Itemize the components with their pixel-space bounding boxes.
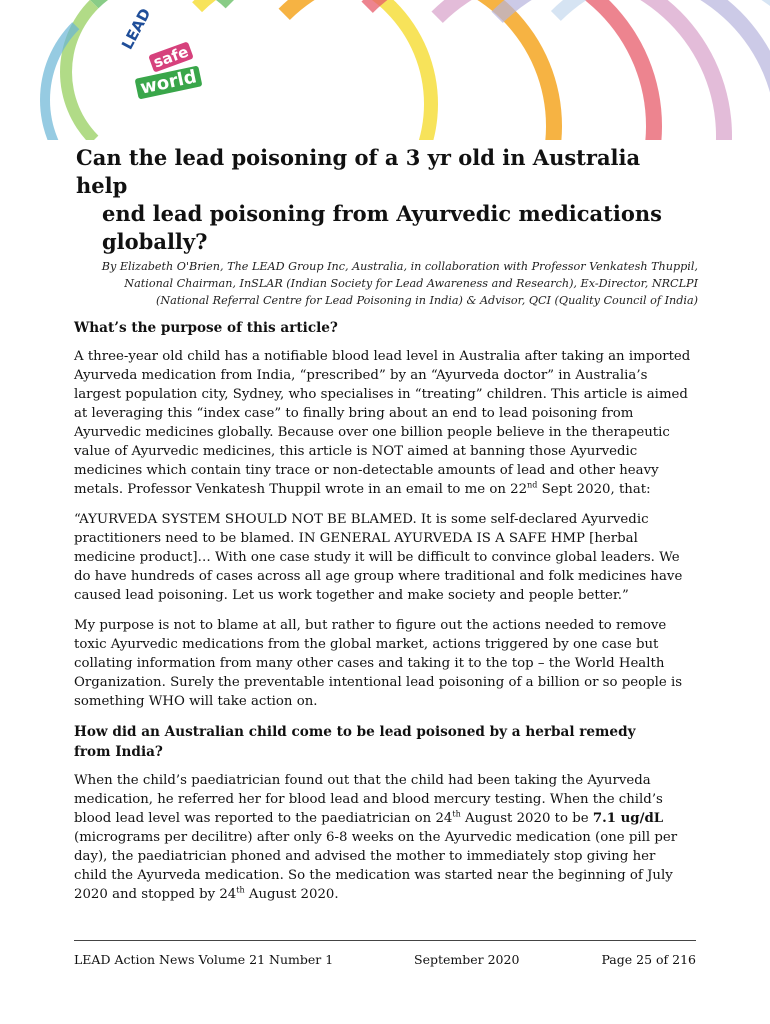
text-segment: blood lead level was reported to the paediatrician on 24 (74, 811, 453, 826)
author-byline (76, 258, 698, 309)
text-line: caused lead poisoning. Let us work together and make society and people better.” (74, 588, 629, 603)
text-segment: August 2020 to be (460, 811, 593, 826)
text-line: practitioners need to be blamed. IN GENERAL AYURVEDA IS A SAFE HMP [herbal (74, 531, 638, 546)
logo-safe-text: safe (148, 41, 193, 72)
title-line-2: end lead poisoning from Ayurvedic medications (102, 201, 662, 226)
text-line: child the Ayurveda medication. So the medication was started near the beginning of July (74, 868, 673, 883)
text-line (74, 809, 700, 828)
text-line: largest population city, Sydney, who specialises in “treating” children. This article is aimed (74, 387, 688, 402)
text-line: When the child’s paediatrician found out that the child had been taking the Ayurveda (74, 773, 651, 788)
paragraph-intro (74, 347, 700, 499)
footer-date: September 2020 (414, 952, 520, 967)
heading-line-1: How did an Australian child come to be lead poisoned by a herbal remedy (74, 724, 636, 740)
text-line: medicines which contain tiny trace or non-detectable amounts of lead and other heavy (74, 463, 659, 478)
ordinal-superscript: th (452, 809, 461, 819)
byline-line-2: National Chairman, InSLAR (Indian Society for Lead Awareness and Research), Ex-Director, NRCLPI (124, 277, 698, 290)
text-line: My purpose is not to blame at all, but rather to figure out the actions needed to remove (74, 618, 667, 633)
text-line: toxic Ayurvedic medications from the global market, actions triggered by one case but (74, 637, 659, 652)
paragraph-quote (74, 510, 700, 605)
heading-line-2: from India? (74, 744, 163, 760)
text-line (74, 480, 700, 499)
text-line: Ayurvedic medicines globally. Because over one billion people believe in the therapeutic (74, 425, 670, 440)
logo-world-text: world (135, 65, 203, 99)
text-line: “AYURVEDA SYSTEM SHOULD NOT BE BLAMED. It is some self-declared Ayurvedic (74, 512, 649, 527)
ordinal-superscript: th (236, 885, 245, 895)
footer-page-number: Page 25 of 216 (601, 952, 696, 967)
title-line-1: Can the lead poisoning of a 3 yr old in Australia help (76, 145, 641, 198)
footer-divider (74, 940, 696, 941)
text-line: Ayurveda medication from India, “prescribed” by an “Ayurveda doctor” in Australia’s (74, 368, 648, 383)
byline-line-1: By Elizabeth O'Brien, The LEAD Group Inc, Australia, in collaboration with Professor Venkatesh Thuppil, (101, 260, 698, 273)
text-line: (micrograms per decilitre) after only 6-8 weeks on the Ayurvedic medication (one pill per (74, 830, 678, 845)
text-line: Organization. Surely the preventable intentional lead poisoning of a billion or so people is (74, 675, 683, 690)
text-line: collating information from many other cases and taking it to the top – the World Health (74, 656, 665, 671)
text-line (74, 885, 700, 904)
section-heading-purpose: What’s the purpose of this article? (74, 320, 338, 336)
title-line-3: globally? (102, 229, 208, 254)
blood-lead-value: 7.1 ug/dL (592, 811, 664, 826)
text-segment: Sept 2020, that: (537, 482, 651, 497)
text-line: at leveraging this “index case” to finally bring about an end to lead poisoning from (74, 406, 634, 421)
text-line: day), the paediatrician phoned and advised the mother to immediately stop giving her (74, 849, 656, 864)
article-body (74, 318, 700, 915)
text-line: medication, he referred her for blood lead and blood mercury testing. When the child’s (74, 792, 663, 807)
text-line: something WHO will take action on. (74, 694, 318, 709)
section-heading-how (74, 722, 700, 762)
text-segment: August 2020. (244, 887, 339, 902)
text-line: A three-year old child has a notifiable blood lead level in Australia after taking an imported (74, 349, 691, 364)
text-line: do have hundreds of cases across all age group where traditional and folk medicines have (74, 569, 683, 584)
text-segment: 2020 and stopped by 24 (74, 887, 237, 902)
footer-publication: LEAD Action News Volume 21 Number 1 (74, 952, 334, 967)
logo-lead-text: LEAD (118, 5, 155, 53)
text-line: value of Ayurvedic medicines, this article is NOT aimed at banning those Ayurvedic (74, 444, 638, 459)
text-line: medicine product]… With one case study it will be difficult to convince global leaders. We (74, 550, 680, 565)
article-title (76, 144, 696, 256)
paragraph-purpose (74, 616, 700, 711)
byline-line-3: (National Referral Centre for Lead Poisoning in India) & Advisor, QCI (Quality Council of India) (156, 294, 698, 307)
paragraph-how (74, 771, 700, 904)
text-segment: metals. Professor Venkatesh Thuppil wrote in an email to me on 22 (74, 482, 528, 497)
arc-blue (500, 0, 770, 140)
ordinal-superscript: nd (527, 480, 538, 490)
lead-safe-world-logo (96, 6, 206, 116)
